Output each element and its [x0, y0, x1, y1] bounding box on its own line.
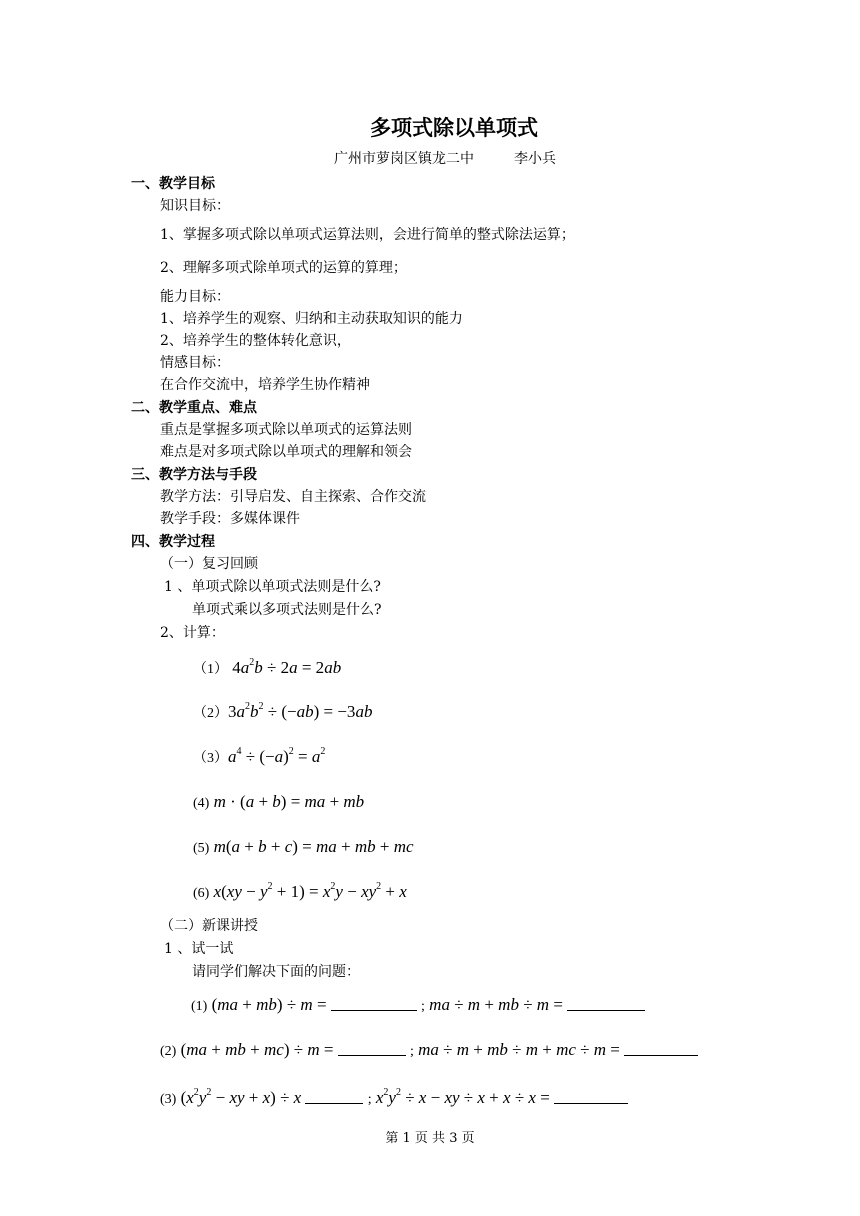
exercise-1: (1) (ma + mb) ÷ m = ; ma ÷ m + mb ÷ m = — [191, 994, 645, 1018]
document-title: 多项式除以单项式 — [370, 115, 538, 140]
calc-item-3-label: （3） — [193, 751, 228, 766]
ability-item-1: 1、培养学生的观察、归纳和主动获取知识的能力 — [160, 311, 463, 327]
emotion-label: 情感目标： — [160, 355, 230, 371]
exercise-1-label: (1) — [191, 999, 208, 1014]
calc-item-1: （1） $4a^2b \div 2a = 2ab$ — [193, 657, 342, 677]
key-point-1: 重点是掌握多项式除以单项式的运算法则 — [160, 422, 412, 438]
calc-item-2-label: （2） — [193, 706, 228, 721]
ability-item-2: 2、培养学生的整体转化意识， — [160, 333, 351, 349]
author-line — [334, 150, 556, 168]
calc-item-6-label: (6) — [193, 886, 210, 901]
answer-blank[interactable] — [305, 1089, 363, 1104]
calc-item-2: $(2)3a^2b^2 \div (-ab) = -3ab$ — [193, 701, 373, 721]
calc-item-1-label: （1） — [193, 662, 228, 677]
exercise-2: (2) (ma + mb + mc) ÷ m = ; ma ÷ m + mb ÷ m + mc ÷ m = — [160, 1039, 698, 1063]
review-label: （一）复习回顾 — [160, 556, 258, 572]
method-line-1: 教学方法：引导启发、自主探索、合作交流 — [160, 489, 426, 505]
review-question-1b: 单项式乘以多项式法则是什么? — [192, 602, 382, 618]
calc-item-3: $(3)a^4 \div (-a)^2 = a^2$ — [193, 746, 326, 766]
page-footer: 第 1 页 共 3 页 — [385, 1131, 475, 1146]
answer-blank[interactable] — [338, 1041, 406, 1056]
review-question-1: 1 、单项式除以单项式法则是什么? — [164, 579, 381, 595]
section-heading-process: 四、教学过程 — [131, 534, 215, 550]
answer-blank[interactable] — [624, 1041, 698, 1056]
author-name: 李小兵 — [514, 151, 556, 167]
calc-item-5-label: (5) — [193, 841, 210, 856]
calc-item-6: (6) $x(xy - y^2 + 1) = x^2y - xy^2 + x$ — [193, 881, 407, 901]
section-heading-methods: 三、教学方法与手段 — [131, 467, 257, 483]
knowledge-item-2: 2、理解多项式除单项式的运算的算理； — [160, 260, 407, 276]
exercise-2-label: (2) — [160, 1044, 177, 1059]
knowledge-item-1: 1、掌握多项式除以单项式运算法则，会进行简单的整式除法运算； — [160, 227, 575, 243]
try-prompt: 请同学们解决下面的问题： — [192, 964, 360, 980]
answer-blank[interactable] — [331, 996, 417, 1011]
author-school: 广州市萝岗区镇龙二中 — [334, 151, 474, 167]
calc-item-5: (5) m(a + b + c) = ma + mb + mc — [193, 837, 414, 856]
answer-blank[interactable] — [567, 996, 645, 1011]
exercise-3: (3) ($x^2y^2$ − xy + x) ÷ x ; $x^2y^2 \div x$ − xy ÷ x + x ÷ x = — [160, 1087, 628, 1111]
new-lesson-label: （二）新课讲授 — [160, 918, 258, 934]
answer-blank[interactable] — [554, 1089, 628, 1104]
key-point-2: 难点是对多项式除以单项式的理解和领会 — [160, 444, 412, 460]
section-heading-objectives: 一、教学目标 — [131, 176, 215, 192]
emotion-item-1: 在合作交流中，培养学生协作精神 — [160, 377, 370, 393]
knowledge-label: 知识目标： — [160, 198, 230, 214]
ability-label: 能力目标： — [160, 289, 230, 305]
calc-item-4: (4) m · (a + b) = ma + mb — [193, 792, 365, 811]
try-label: 1 、试一试 — [164, 941, 234, 957]
section-heading-key-points: 二、教学重点、难点 — [131, 400, 257, 416]
calc-item-4-label: (4) — [193, 796, 210, 811]
method-line-2: 教学手段：多媒体课件 — [160, 511, 300, 527]
exercise-3-label: (3) — [160, 1092, 177, 1107]
calc-label: 2、计算： — [160, 625, 225, 641]
